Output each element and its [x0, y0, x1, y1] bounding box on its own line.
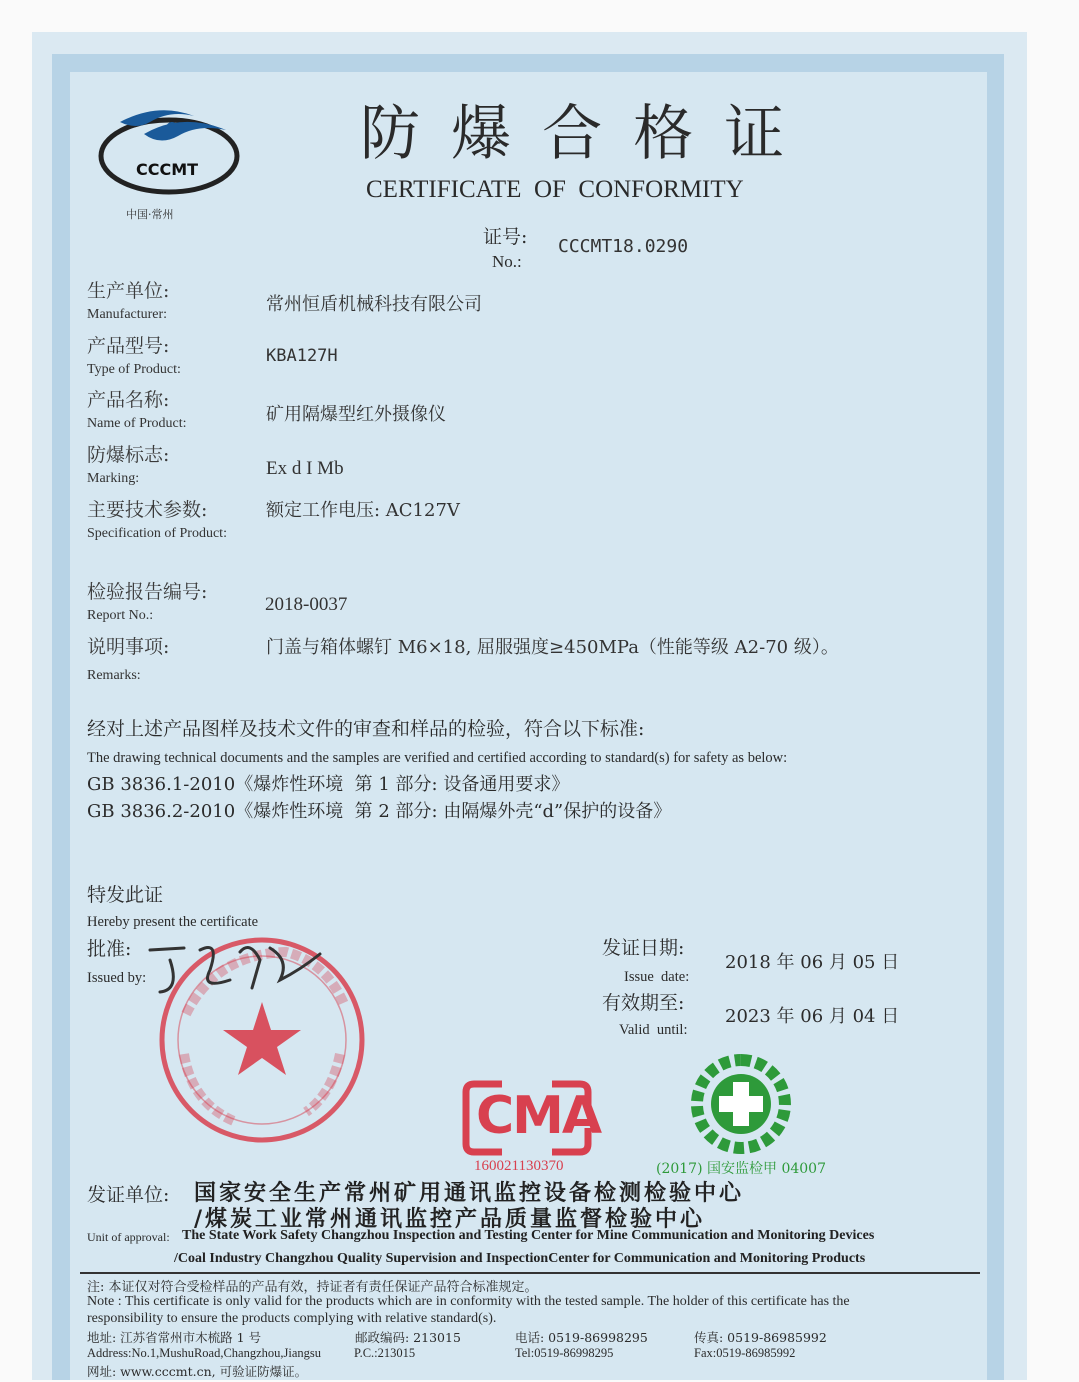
manufacturer-value: 常州恒盾机械科技有限公司: [266, 294, 482, 315]
footer-tel-en: Tel:0519-86998295: [515, 1346, 614, 1360]
present-en: Hereby present the certificate: [87, 914, 259, 930]
type-value: KBA127H: [266, 346, 338, 366]
title-en: CERTIFICATE OF CONFORMITY: [366, 176, 744, 203]
footer-address-en: Address:No.1,MushuRoad,Changzhou,Jiangsu: [87, 1346, 322, 1360]
footer-fax-en: Fax:0519-86985992: [694, 1346, 796, 1360]
logo-text: CCCMT: [136, 160, 199, 179]
marking-label-cn: 防爆标志:: [87, 444, 170, 466]
type-label-en: Type of Product:: [87, 362, 181, 377]
authority-name-cn-2: /煤炭工业常州通讯监控产品质量监督检验中心: [194, 1206, 706, 1232]
name-label-cn: 产品名称:: [87, 389, 170, 411]
no-label-en: No.:: [492, 252, 522, 271]
name-value: 矿用隔爆型红外摄像仪: [266, 404, 446, 425]
footer-fax-cn: 传真: 0519-86985992: [694, 1330, 827, 1345]
marking-value: Ex d I Mb: [266, 458, 344, 479]
report-label-cn: 检验报告编号:: [87, 581, 208, 603]
spec-label-en: Specification of Product:: [87, 526, 227, 541]
certificate-number: CCCMT18.0290: [558, 236, 689, 257]
standards-intro-en: The drawing technical documents and the samples are verified and certified according to standard(s) for safety as below:: [87, 750, 788, 766]
authority-name-en-1: The State Work Safety Changzhou Inspection and Testing Center for Mine Communication and Monitoring Devices: [182, 1228, 875, 1243]
standard-item-1: GB 3836.1-2010《爆炸性环境 第 1 部分: 设备通用要求》: [87, 774, 570, 795]
authority-name-en-2: /Coal Industry Changzhou Quality Supervision and InspectionCenter for Communication and Monitoring Products: [174, 1251, 866, 1266]
footer-note-cn: 注: 本证仅对符合受检样品的产品有效，持证者有责任保证产品符合标准规定。: [87, 1280, 538, 1295]
cccmt-logo-icon: [98, 100, 240, 200]
footer-note-en-2: responsibility to ensure the products complying with relative standard(s).: [87, 1311, 497, 1326]
footer-note-en-1: Note : This certificate is only valid for the products which are in conformity with the tested sample. The holder of this certificate has the: [87, 1294, 850, 1309]
safety-number: (2017) 国安监检甲 04007: [656, 1161, 826, 1177]
cma-number: 160021130370: [474, 1158, 564, 1174]
signature-icon: [140, 930, 340, 1000]
issue-date-value: 2018 年 06 月 05 日: [725, 952, 900, 973]
cccmt-logo: [98, 100, 240, 200]
valid-until-label-en: Valid until:: [619, 1022, 688, 1038]
cma-text: CMA: [476, 1086, 601, 1146]
remarks-value: 门盖与箱体螺钉 M6×18, 屈服强度≥450MPa（性能等级 A2-70 级）。: [266, 637, 839, 658]
manufacturer-label-en: Manufacturer:: [87, 307, 168, 322]
issued-by-label-en: Issued by:: [87, 970, 147, 986]
cma-mark: [462, 1080, 601, 1156]
remarks-label-en: Remarks:: [87, 668, 141, 683]
no-label-cn: 证号:: [483, 226, 528, 248]
footer-postcode-cn: 邮政编码: 213015: [355, 1330, 461, 1345]
standards-intro-cn: 经对上述产品图样及技术文件的审查和样品的检验，符合以下标准:: [87, 718, 645, 740]
standard-item-2: GB 3836.2-2010《爆炸性环境 第 2 部分: 由隔爆外壳“d”保护的设备》: [87, 801, 672, 822]
spec-label-cn: 主要技术参数:: [87, 499, 208, 521]
authority-label-en: Unit of approval:: [87, 1230, 170, 1244]
footer-website: 网址: www.cccmt.cn, 可验证防爆证。: [87, 1364, 308, 1379]
signature: [140, 930, 340, 1000]
footer-divider: [80, 1272, 980, 1274]
spec-value: 额定工作电压: AC127V: [266, 500, 460, 521]
valid-until-value: 2023 年 06 月 04 日: [725, 1006, 900, 1027]
type-label-cn: 产品型号:: [87, 335, 170, 357]
title-cn: 防 爆 合 格 证: [360, 99, 791, 169]
safety-cross-icon: [688, 1052, 794, 1156]
issued-by-label-cn: 批准:: [87, 938, 132, 960]
footer-address-cn: 地址: 江苏省常州市木梳路 1 号: [87, 1330, 262, 1345]
valid-until-label-cn: 有效期至:: [602, 992, 685, 1014]
report-label-en: Report No.:: [87, 608, 154, 623]
issue-date-label-en: Issue date:: [624, 969, 690, 985]
present-cn: 特发此证: [87, 884, 164, 906]
logo-subtext: 中国·常州: [126, 208, 174, 221]
manufacturer-label-cn: 生产单位:: [87, 280, 170, 302]
footer-tel-cn: 电话: 0519-86998295: [515, 1330, 648, 1345]
marking-label-en: Marking:: [87, 471, 140, 486]
issue-date-label-cn: 发证日期:: [602, 937, 685, 959]
report-value: 2018-0037: [265, 594, 348, 615]
footer-postcode-en: P.C.:213015: [354, 1346, 416, 1360]
remarks-label-cn: 说明事项:: [87, 636, 170, 658]
safety-mark: [688, 1052, 794, 1156]
authority-label-cn: 发证单位:: [87, 1184, 170, 1206]
authority-name-cn-1: 国家安全生产常州矿用通讯监控设备检测检验中心: [194, 1180, 745, 1206]
name-label-en: Name of Product:: [87, 416, 187, 431]
